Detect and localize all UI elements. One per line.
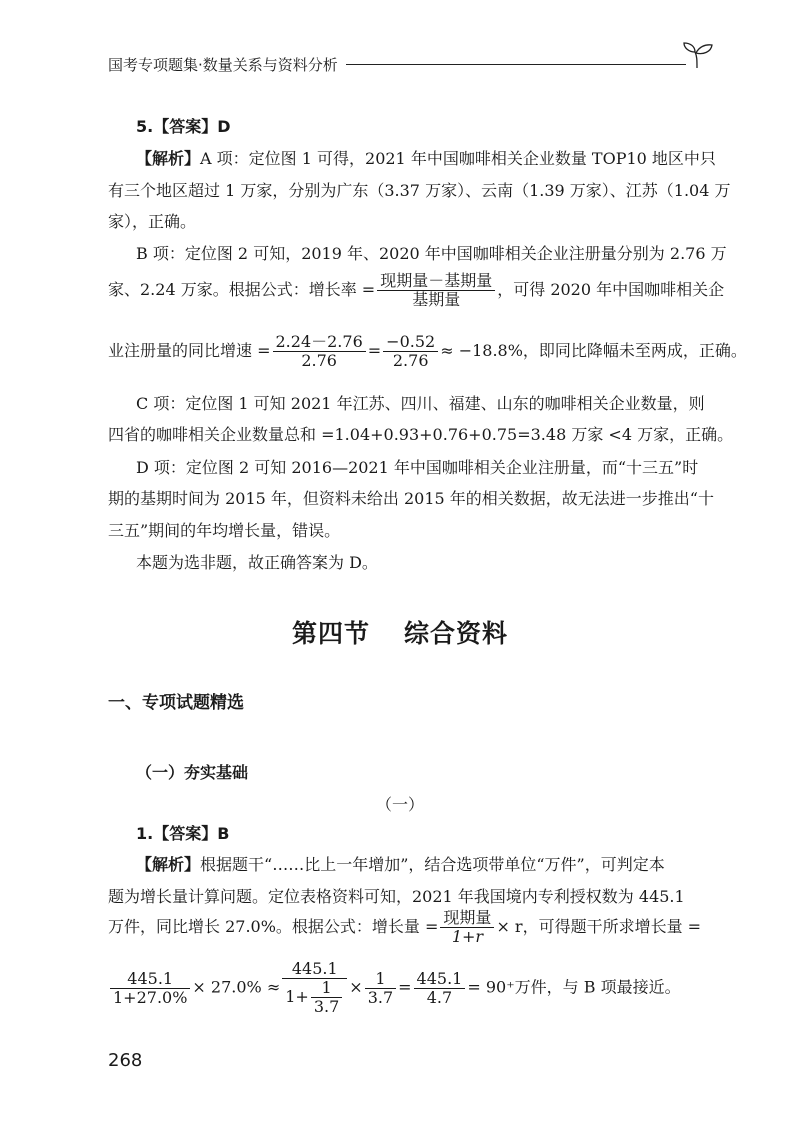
calc-2-nested-num: 1 — [311, 979, 342, 998]
growth-calc-fraction-2 — [383, 333, 438, 370]
calc-fraction-3 — [365, 970, 396, 1007]
q1-l4-times: × — [349, 977, 363, 997]
calc-3-den: 3.7 — [367, 987, 394, 1007]
increment-formula-fraction — [440, 909, 494, 946]
q1-answer — [136, 824, 736, 844]
q5-option-b-line1: B 项：定位图 2 可知，2019 年、2020 年中国咖啡相关企业注册量分别为 2.76 万 — [136, 244, 727, 263]
calc-2-nested-fraction — [311, 979, 342, 1016]
q1-l4-mul: × 27.0% ≈ — [192, 977, 281, 997]
q5-answer-label: 5.【答案】D — [136, 117, 231, 136]
q1-line1 — [136, 855, 736, 875]
header-title: 国考专项题集·数量关系与资料分析 — [108, 56, 338, 74]
calc-4-den: 4.7 — [426, 987, 453, 1007]
growth-rate-fraction — [377, 272, 495, 309]
increment-formula-num: 现期量 — [440, 909, 494, 928]
page-number: 268 — [108, 1050, 143, 1071]
growth-rate-denominator: 基期量 — [412, 290, 461, 309]
q5-a1-text: A 项：定位图 1 可得，2021 年中国咖啡相关企业数量 TOP10 地区中只 — [200, 149, 716, 168]
sub-subsection-heading: （一）夯实基础 — [136, 763, 249, 782]
q5-option-a-line1 — [136, 149, 736, 169]
sprout-icon — [681, 40, 715, 70]
calc-3-num: 1 — [365, 970, 396, 989]
material-group-label: （一） — [375, 795, 424, 814]
calc-fraction-2 — [282, 960, 347, 1016]
q1-l4-post: = 90⁺万件，与 B 项最接近。 — [467, 977, 681, 997]
q1-answer-label: 1.【答案】B — [136, 824, 230, 843]
q5-b2-post: ，可得 2020 年中国咖啡相关企 — [497, 280, 725, 299]
section-title-name: 综合资料 — [404, 619, 509, 648]
section-title — [0, 614, 800, 650]
q5-analysis-tag: 【解析】 — [136, 149, 201, 168]
q1-line2: 题为增长量计算问题。定位表格资料可知，2021 年我国境内专利授权数为 445.1 — [108, 887, 685, 906]
increment-formula-den: 1+r — [451, 927, 484, 946]
growth-calc-fraction-1 — [273, 333, 366, 370]
growth-calc-1-num: 2.24－2.76 — [273, 333, 366, 352]
q5-b3-eq: = — [367, 341, 382, 360]
calc-1-den: 1+27.0% — [113, 987, 188, 1007]
q5-option-b-line3 — [108, 332, 747, 370]
calc-fraction-4 — [414, 970, 466, 1007]
calc-2-num: 445.1 — [282, 960, 347, 979]
running-header — [108, 46, 720, 76]
q1-line4 — [108, 960, 708, 1016]
q5-option-c-line2: 四省的咖啡相关企业数量总和 =1.04+0.93+0.76+0.75=3.48 万家 <4 万家，正确。 — [108, 425, 734, 444]
q5-answer — [136, 117, 736, 137]
q5-option-d-line1: D 项：定位图 2 可知 2016—2021 年中国咖啡相关企业注册量，而“十三五”时 — [136, 458, 699, 477]
header-rule — [346, 64, 686, 65]
growth-calc-1-den: 2.76 — [301, 351, 337, 370]
growth-rate-numerator: 现期量－基期量 — [377, 272, 495, 291]
q5-option-d-line2: 期的基期时间为 2015 年，但资料未给出 2015 年的相关数据，故无法进一步推出“十 — [108, 489, 714, 508]
q1-l3-pre: 万件，同比增长 27.0%。根据公式：增长量 = — [108, 917, 439, 936]
calc-2-nested-den: 3.7 — [313, 997, 340, 1016]
q5-option-d-line3: 三五”期间的年均增长量，错误。 — [108, 521, 341, 540]
q1-l4-eq: = — [398, 977, 412, 997]
q5-b2-pre: 家、2.24 万家。根据公式：增长率 = — [108, 280, 376, 299]
q1-line3 — [108, 909, 708, 946]
q5-b3-post: ≈ −18.8%，即同比降幅未至两成，正确。 — [440, 341, 747, 360]
section-title-number: 第四节 — [291, 619, 370, 648]
q5-option-a-line3: 家），正确。 — [108, 212, 197, 231]
calc-2-den-pre: 1+ — [285, 987, 309, 1006]
calc-fraction-1 — [110, 970, 190, 1007]
q5-option-a-line2: 有三个地区超过 1 万家，分别为广东（3.37 万家）、云南（1.39 万家）、江苏（1.04 万 — [108, 181, 731, 200]
calc-4-num: 445.1 — [414, 970, 466, 989]
subsection-heading: 一、专项试题精选 — [108, 693, 244, 713]
calc-1-num: 445.1 — [110, 970, 190, 989]
q1-analysis-tag: 【解析】 — [136, 855, 201, 874]
q5-option-c-line1: C 项：定位图 1 可知 2021 年江苏、四川、福建、山东的咖啡相关企业数量，则 — [136, 394, 705, 413]
q5-conclusion: 本题为选非题，故正确答案为 D。 — [136, 553, 378, 572]
q5-b3-pre: 业注册量的同比增速 = — [108, 341, 271, 360]
q1-l3-post: × r，可得题干所求增长量 = — [496, 917, 702, 936]
calc-2-den — [282, 979, 347, 1016]
q5-option-b-line2 — [108, 271, 725, 309]
growth-calc-2-num: −0.52 — [383, 333, 438, 352]
growth-calc-2-den: 2.76 — [392, 351, 429, 370]
q1-l1-text: 根据题干“……比上一年增加”，结合选项带单位“万件”，可判定本 — [200, 855, 665, 874]
